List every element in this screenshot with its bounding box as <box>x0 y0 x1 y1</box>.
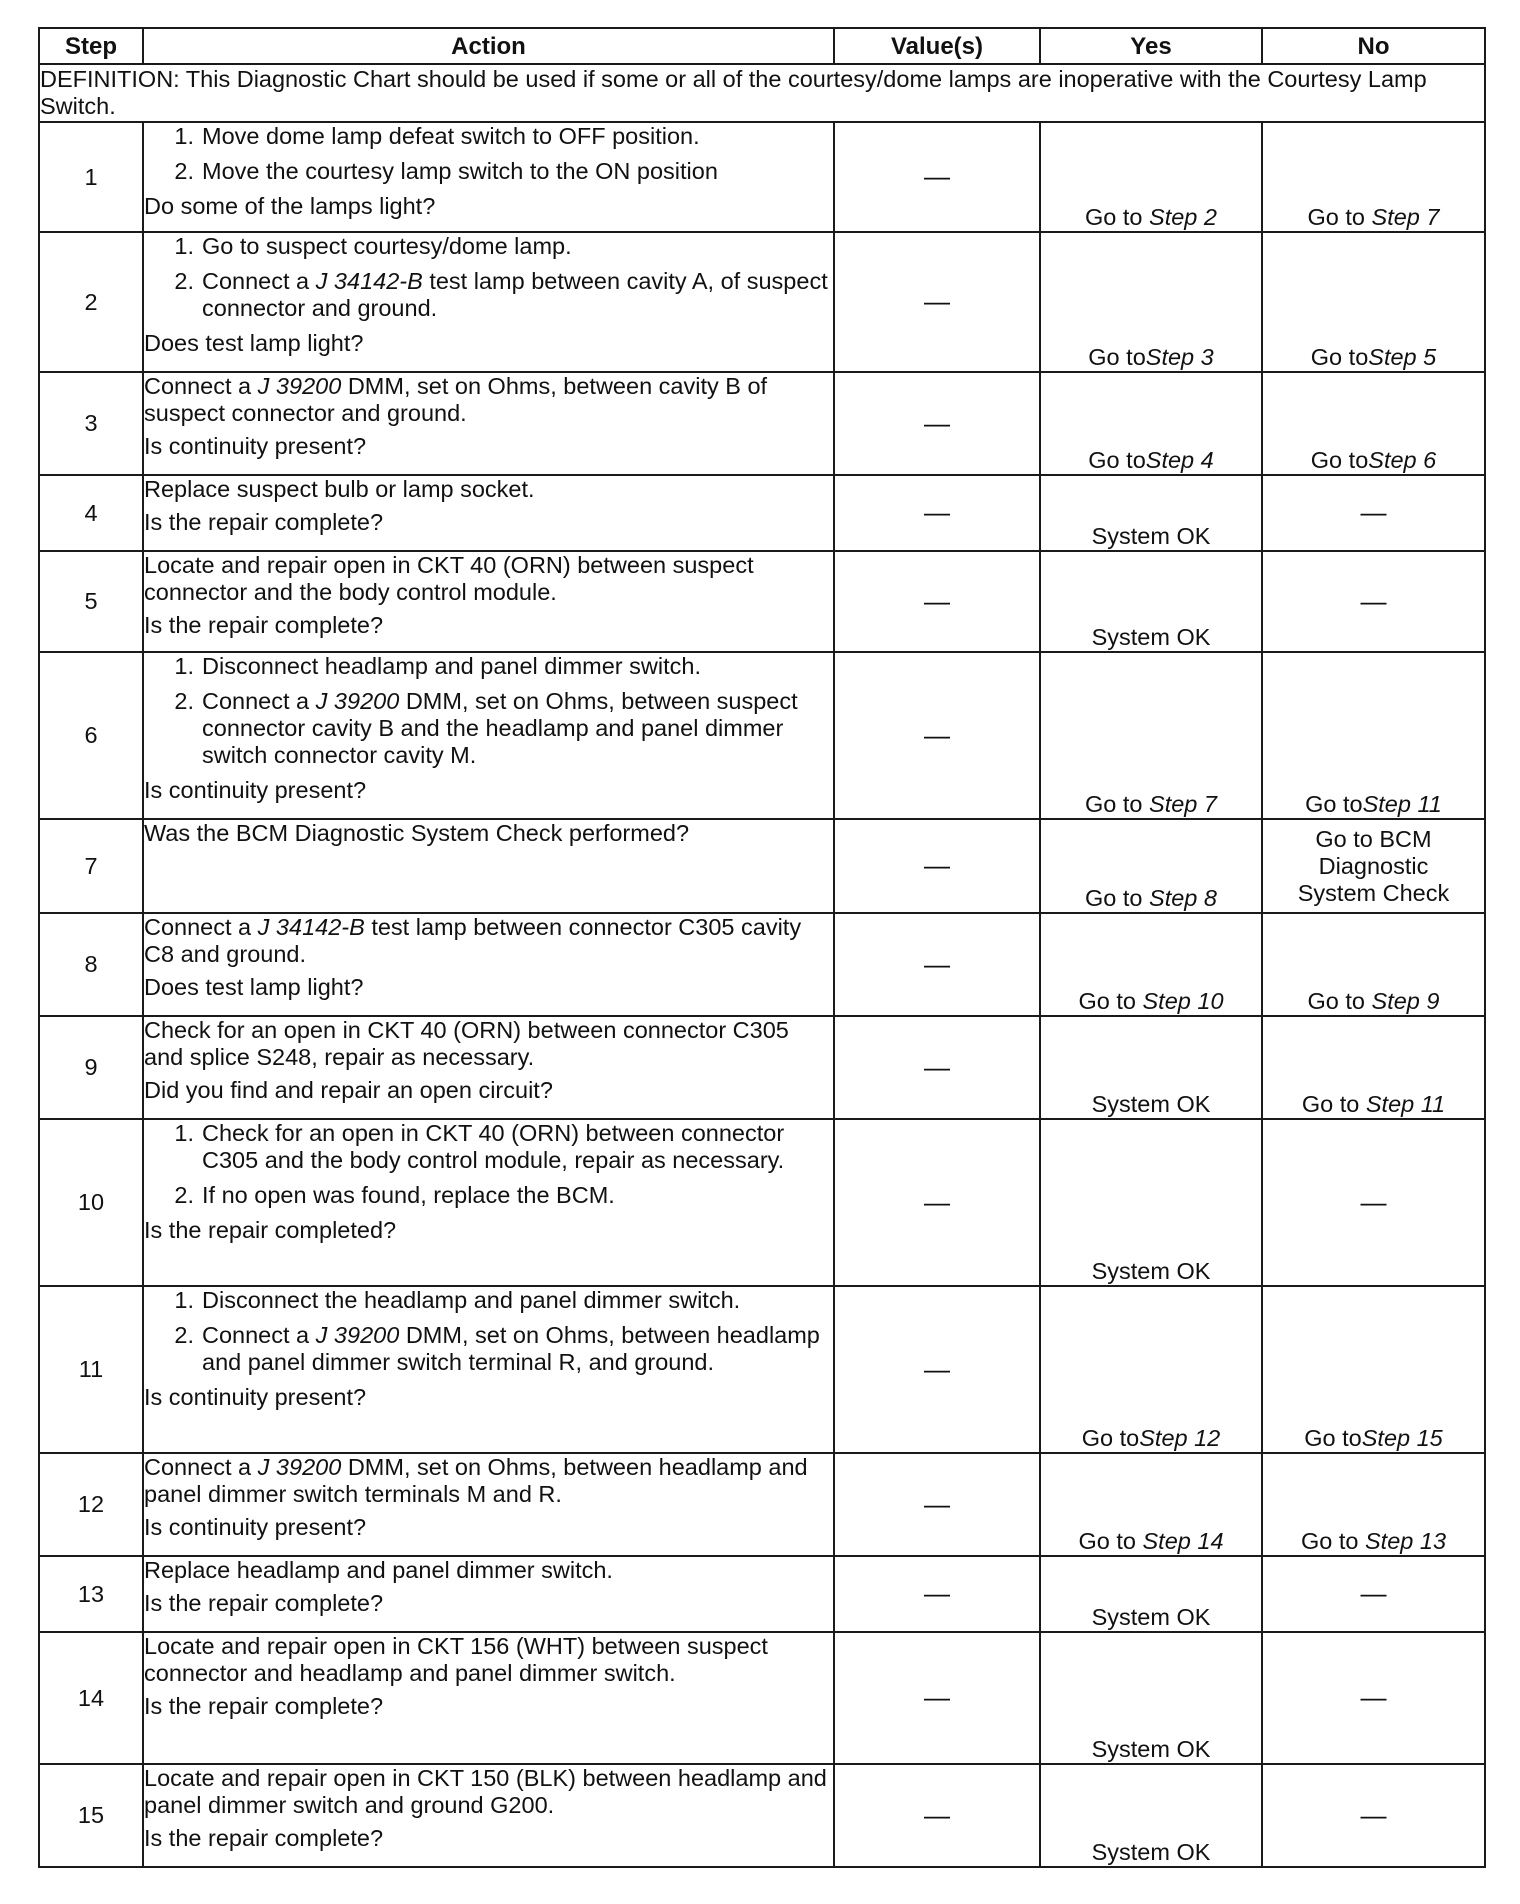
no-dash: — <box>1360 1186 1387 1217</box>
value-cell <box>834 1453 1040 1556</box>
value-dash: — <box>924 585 950 616</box>
yes-text: Go to <box>1078 1528 1143 1554</box>
action-text <box>144 373 833 427</box>
no-cell <box>1262 372 1485 475</box>
action-question: Did you find and repair an open circuit? <box>144 1077 553 1103</box>
no-step-ref: Step 7 <box>1371 204 1440 230</box>
header-no: No <box>1262 28 1485 64</box>
table-row <box>39 551 1485 652</box>
list-number: 1. <box>174 233 194 259</box>
action-cell <box>143 652 834 819</box>
action-question: Do some of the lamps light? <box>144 193 436 219</box>
list-text <box>202 1287 833 1314</box>
action-question: Does test lamp light? <box>144 330 364 356</box>
yes-text: System OK <box>1091 1258 1211 1284</box>
yes-step-ref: Step 8 <box>1149 885 1217 911</box>
tool-number: J 34142-B <box>315 268 423 294</box>
no-dash: — <box>1360 1682 1387 1712</box>
value-cell <box>834 551 1040 652</box>
yes-step-ref: Step 10 <box>1142 988 1224 1014</box>
no-cell <box>1262 1453 1485 1556</box>
action-list-item <box>144 688 833 769</box>
action-text <box>144 552 833 606</box>
table-row <box>39 819 1485 913</box>
value-dash: — <box>924 948 950 979</box>
value-cell <box>834 1556 1040 1632</box>
action-text-segment: DMM, set on Ohms, between headlamp and panel dimmer switch terminals M and R. <box>144 1454 808 1507</box>
action-text <box>144 1765 833 1819</box>
yes-cell <box>1040 372 1262 475</box>
table-row <box>39 652 1485 819</box>
list-number: 1. <box>174 653 194 679</box>
action-cell <box>143 232 834 372</box>
step-number: 1 <box>39 122 143 232</box>
action-cell <box>143 1119 834 1286</box>
no-step-ref: Step 9 <box>1371 988 1440 1014</box>
yes-cell <box>1040 232 1262 372</box>
table-row <box>39 122 1485 232</box>
table-row <box>39 913 1485 1016</box>
yes-text: Go to <box>1088 344 1146 370</box>
yes-step-ref: Step 4 <box>1145 447 1214 473</box>
yes-text: Go to <box>1085 204 1150 230</box>
action-text <box>144 1557 833 1584</box>
no-cell <box>1262 122 1485 232</box>
yes-text: System OK <box>1091 1091 1211 1117</box>
no-step-ref: Step 6 <box>1368 447 1437 473</box>
header-yes: Yes <box>1040 28 1262 64</box>
action-list-item <box>144 653 833 680</box>
value-dash: — <box>924 1186 950 1217</box>
list-number: 2. <box>174 268 194 294</box>
action-cell <box>143 1286 834 1453</box>
action-text-segment: Check for an open in CKT 40 (ORN) between connector C305 and the body control module, repair as necessary. <box>202 1120 785 1173</box>
yes-cell <box>1040 1453 1262 1556</box>
yes-step-ref: Step 14 <box>1142 1528 1224 1554</box>
value-cell <box>834 232 1040 372</box>
no-dash: — <box>1360 497 1387 527</box>
no-text: Go to <box>1305 791 1363 817</box>
no-cell <box>1262 913 1485 1016</box>
table-row <box>39 232 1485 372</box>
yes-cell <box>1040 1764 1262 1867</box>
no-cell <box>1262 652 1485 819</box>
list-number: 2. <box>174 688 194 714</box>
action-text <box>144 1633 833 1687</box>
no-step-ref: Step 11 <box>1365 1091 1446 1117</box>
yes-cell <box>1040 1016 1262 1119</box>
action-question: Is continuity present? <box>144 777 367 803</box>
action-text-segment: Go to suspect courtesy/dome lamp. <box>202 233 572 259</box>
yes-cell <box>1040 1286 1262 1453</box>
table-row <box>39 1556 1485 1632</box>
step-number: 3 <box>39 372 143 475</box>
value-cell <box>834 913 1040 1016</box>
yes-step-ref: Step 2 <box>1149 204 1217 230</box>
action-cell <box>143 1764 834 1867</box>
list-number: 1. <box>174 1287 194 1313</box>
action-text-segment: Connect a <box>202 688 316 714</box>
yes-step-ref: Step 3 <box>1145 344 1214 370</box>
no-text-line: Diagnostic <box>1318 852 1429 879</box>
step-number: 15 <box>39 1764 143 1867</box>
yes-text: System OK <box>1091 523 1211 549</box>
action-text-segment: Was the BCM Diagnostic System Check performed? <box>144 820 690 846</box>
yes-text: System OK <box>1091 1604 1211 1630</box>
list-text <box>202 158 833 185</box>
no-text: Go to <box>1300 1528 1365 1554</box>
yes-cell <box>1040 551 1262 652</box>
action-question: Is the repair complete? <box>144 612 384 638</box>
action-text-segment: Disconnect the headlamp and panel dimmer switch. <box>202 1287 741 1313</box>
action-text-segment: DMM, set on Ohms, between cavity B of suspect connector and ground. <box>144 373 768 426</box>
value-dash: — <box>924 1799 950 1830</box>
no-step-ref: Step 5 <box>1368 344 1437 370</box>
value-dash: — <box>924 161 950 191</box>
list-number: 1. <box>174 1120 194 1146</box>
step-number: 5 <box>39 551 143 652</box>
table-row <box>39 1764 1485 1867</box>
no-cell <box>1262 1556 1485 1632</box>
no-cell <box>1262 1016 1485 1119</box>
value-dash: — <box>924 497 950 527</box>
value-dash: — <box>924 850 950 880</box>
action-text <box>144 476 833 503</box>
step-number: 14 <box>39 1632 143 1764</box>
value-dash: — <box>924 1578 950 1608</box>
list-text <box>202 268 833 322</box>
table-row <box>39 1453 1485 1556</box>
action-text-segment: Move the courtesy lamp switch to the ON position <box>202 158 718 184</box>
list-text <box>202 1182 833 1209</box>
action-question: Is the repair complete? <box>144 1590 384 1616</box>
action-cell <box>143 913 834 1016</box>
tool-number: J 39200 <box>315 688 400 714</box>
action-question: Is continuity present? <box>144 1514 367 1540</box>
table-row <box>39 1119 1485 1286</box>
action-cell <box>143 1453 834 1556</box>
yes-text: System OK <box>1091 1839 1211 1865</box>
yes-text: Go to <box>1088 447 1146 473</box>
no-text: Go to <box>1310 447 1369 473</box>
step-number: 10 <box>39 1119 143 1286</box>
yes-step-ref: Step 12 <box>1139 1425 1221 1451</box>
header-values: Value(s) <box>834 28 1040 64</box>
yes-cell <box>1040 1556 1262 1632</box>
value-dash: — <box>924 407 950 438</box>
value-cell <box>834 1119 1040 1286</box>
no-text: Go to <box>1301 1091 1366 1117</box>
value-cell <box>834 372 1040 475</box>
value-dash: — <box>924 1488 950 1519</box>
yes-text: Go to <box>1081 1425 1140 1451</box>
action-text-segment: Locate and repair open in CKT 40 (ORN) between suspect connector and the body control module. <box>144 552 754 605</box>
action-cell <box>143 819 834 913</box>
action-question: Is the repair complete? <box>144 509 384 535</box>
table-row <box>39 475 1485 551</box>
value-cell <box>834 652 1040 819</box>
action-list-item <box>144 158 833 185</box>
table-row <box>39 1286 1485 1453</box>
action-text-segment: Replace suspect bulb or lamp socket. <box>144 476 535 502</box>
table-row <box>39 372 1485 475</box>
action-text-segment: Locate and repair open in CKT 156 (WHT) between suspect connector and headlamp and panel dimmer switch. <box>144 1633 768 1686</box>
action-list-item <box>144 233 833 260</box>
value-cell <box>834 1286 1040 1453</box>
no-text-line: Go to BCM <box>1315 825 1432 852</box>
yes-cell <box>1040 913 1262 1016</box>
no-text: Go to <box>1307 204 1372 230</box>
yes-step-ref: Step 7 <box>1149 791 1217 817</box>
list-number: 2. <box>174 1182 194 1208</box>
value-dash: — <box>924 1051 950 1082</box>
action-cell <box>143 1632 834 1764</box>
action-text-segment: test lamp between cavity A, of suspect connector and ground. <box>202 268 828 321</box>
step-number: 13 <box>39 1556 143 1632</box>
no-cell <box>1262 475 1485 551</box>
no-cell <box>1262 1286 1485 1453</box>
action-cell <box>143 1556 834 1632</box>
no-step-ref: Step 11 <box>1362 791 1442 817</box>
action-text-segment: Move dome lamp defeat switch to OFF position. <box>202 123 700 149</box>
yes-text: System OK <box>1091 624 1211 650</box>
yes-text: Go to <box>1078 988 1143 1014</box>
header-step: Step <box>39 28 143 64</box>
value-dash: — <box>924 1353 950 1384</box>
no-cell <box>1262 1764 1485 1867</box>
no-step-ref: Step 15 <box>1361 1425 1443 1451</box>
yes-cell <box>1040 475 1262 551</box>
value-dash: — <box>924 286 950 316</box>
tool-number: J 34142-B <box>257 914 365 940</box>
diagnostic-chart-table <box>38 27 1486 1868</box>
no-text: Go to <box>1307 988 1372 1014</box>
list-text <box>202 688 833 769</box>
action-text-segment: Connect a <box>202 268 316 294</box>
value-cell <box>834 122 1040 232</box>
no-text: Go to <box>1304 1425 1362 1451</box>
no-dash: — <box>1360 1799 1387 1830</box>
no-cell <box>1262 551 1485 652</box>
action-text-segment: test lamp between connector C305 cavity C8 and ground. <box>144 914 802 967</box>
action-text-segment: Disconnect headlamp and panel dimmer switch. <box>202 653 701 679</box>
yes-text: System OK <box>1091 1736 1211 1762</box>
action-list-item <box>144 123 833 150</box>
no-cell <box>1262 232 1485 372</box>
action-text <box>144 1454 833 1508</box>
step-number: 7 <box>39 819 143 913</box>
tool-number: J 39200 <box>257 373 342 399</box>
value-dash: — <box>924 719 950 750</box>
action-list-item <box>144 1322 833 1376</box>
action-question: Is continuity present? <box>144 1384 367 1410</box>
yes-cell <box>1040 1632 1262 1764</box>
action-list-item <box>144 1182 833 1209</box>
list-number: 2. <box>174 158 194 184</box>
action-text-segment: Connect a <box>144 373 258 399</box>
yes-cell <box>1040 122 1262 232</box>
action-question: Is continuity present? <box>144 433 367 459</box>
step-number: 11 <box>39 1286 143 1453</box>
value-cell <box>834 475 1040 551</box>
action-text <box>144 914 833 968</box>
tool-number: J 39200 <box>315 1322 400 1348</box>
step-number: 2 <box>39 232 143 372</box>
list-text <box>202 123 833 150</box>
no-text: Go to <box>1310 344 1369 370</box>
no-cell <box>1262 1119 1485 1286</box>
action-text-segment: Locate and repair open in CKT 150 (BLK) between headlamp and panel dimmer switch and ground G200. <box>144 1765 827 1818</box>
list-text <box>202 1120 833 1174</box>
no-cell <box>1262 819 1485 913</box>
action-question: Does test lamp light? <box>144 974 364 1000</box>
action-question: Is the repair complete? <box>144 1825 384 1851</box>
step-number: 6 <box>39 652 143 819</box>
step-number: 4 <box>39 475 143 551</box>
action-text <box>144 820 833 847</box>
yes-text: Go to <box>1085 885 1150 911</box>
definition-text: DEFINITION: This Diagnostic Chart should be used if some or all of the courtesy/dome lamps are inoperative with the Courtesy Lamp Switch. <box>39 64 1485 122</box>
no-cell <box>1262 1632 1485 1764</box>
yes-text: Go to <box>1085 791 1150 817</box>
action-cell <box>143 551 834 652</box>
action-cell <box>143 475 834 551</box>
value-cell <box>834 819 1040 913</box>
yes-cell <box>1040 819 1262 913</box>
yes-cell <box>1040 1119 1262 1286</box>
header-row <box>39 28 1485 64</box>
list-number: 2. <box>174 1322 194 1348</box>
action-text <box>144 1017 833 1071</box>
action-question: Is the repair complete? <box>144 1693 384 1719</box>
action-cell <box>143 122 834 232</box>
step-number: 12 <box>39 1453 143 1556</box>
action-text-segment: Connect a <box>144 914 258 940</box>
action-text-segment: DMM, set on Ohms, between headlamp and panel dimmer switch terminal R, and ground. <box>202 1322 820 1375</box>
no-dash: — <box>1360 1578 1387 1608</box>
value-cell <box>834 1016 1040 1119</box>
value-dash: — <box>924 1682 950 1712</box>
definition-row <box>39 64 1485 122</box>
no-step-ref: Step 13 <box>1365 1528 1447 1554</box>
action-text-segment: Connect a <box>202 1322 316 1348</box>
action-question: Is the repair completed? <box>144 1217 397 1243</box>
action-text-segment: Check for an open in CKT 40 (ORN) between connector C305 and splice S248, repair as necessary. <box>144 1017 789 1070</box>
step-number: 9 <box>39 1016 143 1119</box>
action-list-item <box>144 268 833 322</box>
table-row <box>39 1016 1485 1119</box>
action-cell <box>143 1016 834 1119</box>
action-list-item <box>144 1120 833 1174</box>
action-cell <box>143 372 834 475</box>
action-text-segment: Replace headlamp and panel dimmer switch. <box>144 1557 613 1583</box>
table-row <box>39 1632 1485 1764</box>
yes-cell <box>1040 652 1262 819</box>
action-text-segment: DMM, set on Ohms, between suspect connector cavity B and the headlamp and panel dimmer switch connector cavity M. <box>202 688 798 768</box>
action-text-segment: If no open was found, replace the BCM. <box>202 1182 615 1208</box>
header-action: Action <box>143 28 834 64</box>
list-number: 1. <box>174 123 194 149</box>
no-text-line: System Check <box>1297 879 1450 906</box>
no-dash: — <box>1360 585 1387 616</box>
list-text <box>202 1322 833 1376</box>
value-cell <box>834 1632 1040 1764</box>
list-text <box>202 233 833 260</box>
tool-number: J 39200 <box>257 1454 342 1480</box>
action-list-item <box>144 1287 833 1314</box>
step-number: 8 <box>39 913 143 1016</box>
value-cell <box>834 1764 1040 1867</box>
action-text-segment: Connect a <box>144 1454 258 1480</box>
list-text <box>202 653 833 680</box>
